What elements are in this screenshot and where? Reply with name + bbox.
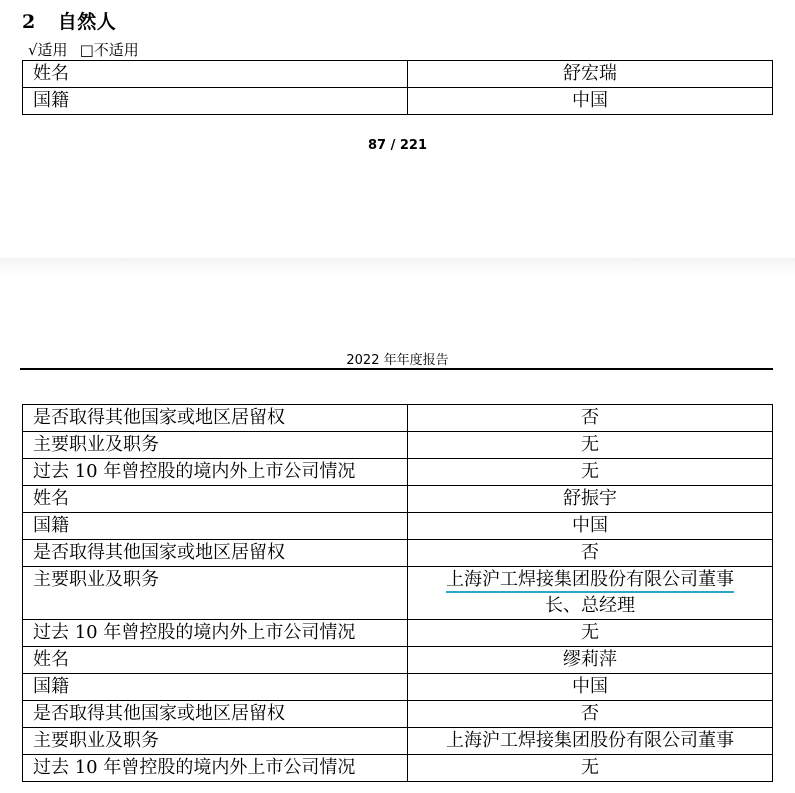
table-row [23,620,773,647]
applicability-options [28,39,139,60]
row-label: 主要职业及职务 [23,728,408,755]
row-label: 姓名 [23,647,408,674]
section-number: 2 [22,11,36,33]
header-rule [20,368,773,370]
table-row [23,755,773,782]
row-value: 否 [408,405,773,432]
table-row [23,674,773,701]
row-value: 否 [408,701,773,728]
row-label: 过去 10 年曾控股的境内外上市公司情况 [23,459,408,486]
natural-person-table-top [22,60,773,115]
row-value: 缪莉萍 [408,647,773,674]
row-label: 主要职业及职务 [23,567,408,620]
row-value: 上海沪工焊接集团股份有限公司董事 [408,728,773,755]
row-value: 无 [408,755,773,782]
row-label: 是否取得其他国家或地区居留权 [23,540,408,567]
table-row [23,540,773,567]
table-row [23,647,773,674]
table-row [23,432,773,459]
report-header: 2022 年年度报告 [346,353,449,368]
row-label: 主要职业及职务 [23,432,408,459]
row-value: 中国 [408,88,773,115]
row-label: 过去 10 年曾控股的境内外上市公司情况 [23,620,408,647]
row-label: 是否取得其他国家或地区居留权 [23,405,408,432]
table-row [23,88,773,115]
row-label: 是否取得其他国家或地区居留权 [23,701,408,728]
applicable-checked: √适用 [28,41,68,59]
row-value [408,567,773,620]
row-value-cont: 长、总经理 [545,595,635,616]
not-applicable-option: □不适用 [79,41,139,59]
row-value: 舒振宇 [408,486,773,513]
linked-company-text[interactable]: 上海沪工焊接集团股份有限公司董事 [446,569,734,593]
row-value: 舒宏瑞 [408,61,773,88]
row-label: 国籍 [23,674,408,701]
row-value: 中国 [408,674,773,701]
row-value: 无 [408,459,773,486]
page-number: 87 / 221 [367,138,428,153]
row-label: 国籍 [23,513,408,540]
table-row [23,61,773,88]
table-row [23,567,773,620]
page-87 [0,0,795,258]
table-row [23,459,773,486]
section-heading [22,7,116,34]
row-label: 过去 10 年曾控股的境内外上市公司情况 [23,755,408,782]
page-separator [0,258,795,278]
table-row [23,405,773,432]
row-value: 无 [408,620,773,647]
table-row [23,701,773,728]
table-row [23,728,773,755]
table-row [23,486,773,513]
row-value: 中国 [408,513,773,540]
row-value: 否 [408,540,773,567]
row-label: 姓名 [23,61,408,88]
table-row [23,513,773,540]
row-label: 国籍 [23,88,408,115]
section-title: 自然人 [57,11,117,33]
row-value: 无 [408,432,773,459]
row-label: 姓名 [23,486,408,513]
natural-person-table [22,404,773,782]
